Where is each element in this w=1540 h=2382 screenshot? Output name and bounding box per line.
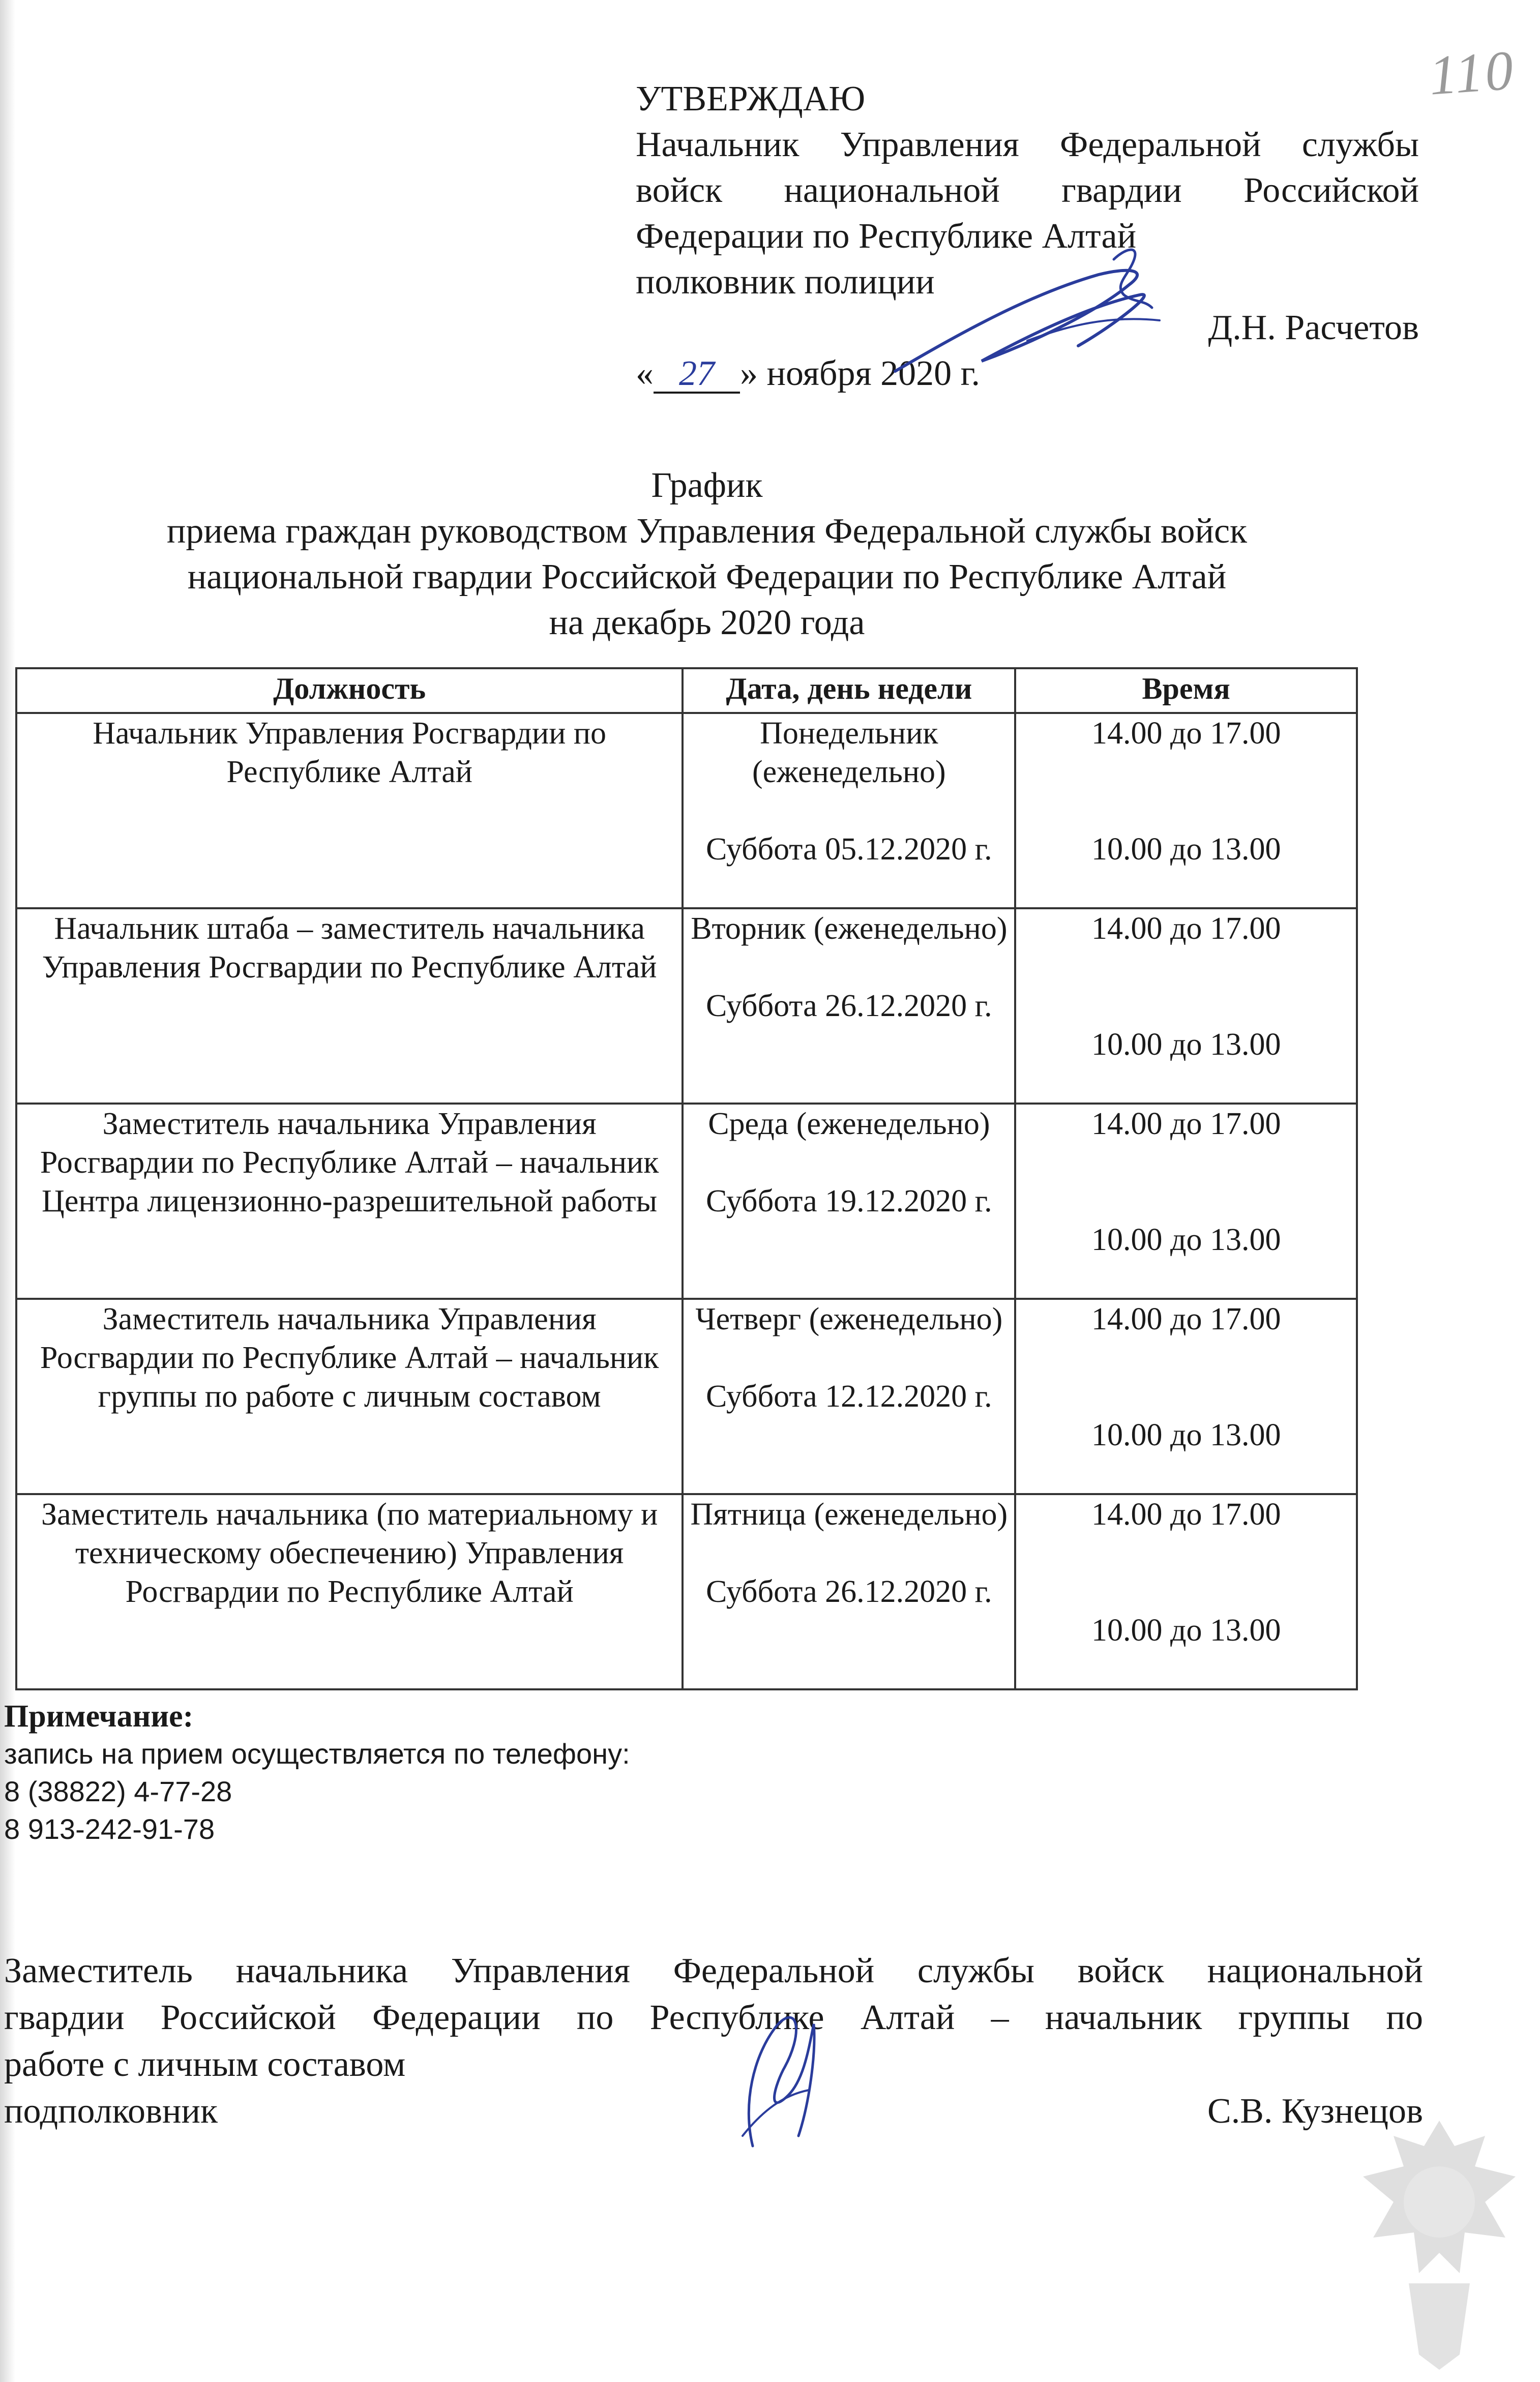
cell-time: [1015, 908, 1357, 1104]
weekly-time: 14.00 до 17.00: [1091, 911, 1281, 946]
page-number: 110: [1427, 39, 1517, 107]
table-header-row: [16, 668, 1357, 713]
approval-signer: Д.Н. Расчетов: [1208, 308, 1419, 347]
title-line3: национальной гвардии Российской Федерации по Республике Алтай: [187, 557, 1227, 597]
saturday-date: Суббота 05.12.2020 г.: [706, 832, 992, 867]
cell-position: Заместитель начальника Управления Росгвардии по Республике Алтай – начальник Центра лицензионно-разрешительной работы: [16, 1104, 683, 1299]
table-row: [16, 713, 1357, 908]
table-row: [16, 1104, 1357, 1299]
cell-time: [1015, 1299, 1357, 1494]
saturday-date: Суббота 26.12.2020 г.: [706, 1574, 992, 1609]
weekly-day: Четверг (еженедельно): [695, 1302, 1003, 1336]
approval-position-line2: войск национальной гвардии Российской: [636, 171, 1419, 210]
table-row: [16, 908, 1357, 1104]
date-open-quote: «: [636, 354, 654, 393]
cell-position: Начальник Управления Росгвардии по Республике Алтай: [16, 713, 683, 908]
saturday-date: Суббота 19.12.2020 г.: [706, 1184, 992, 1218]
reception-schedule-table: [15, 667, 1358, 1690]
cell-date: [683, 1104, 1015, 1299]
table-row: [16, 1299, 1357, 1494]
saturday-time: 10.00 до 13.00: [1091, 832, 1281, 867]
saturday-time: 10.00 до 13.00: [1091, 1223, 1281, 1257]
footer-rank: подполковник: [4, 2092, 218, 2131]
cell-position: Начальник штаба – заместитель начальника Управления Росгвардии по Республике Алтай: [16, 908, 683, 1104]
table-row: [16, 1494, 1357, 1689]
cell-date: [683, 1299, 1015, 1494]
note-text: запись на прием осуществляется по телефону:: [4, 1738, 630, 1770]
title-line2: приема граждан руководством Управления Федеральной службы войск: [166, 512, 1248, 551]
weekly-day: Понедельник (еженедельно): [752, 716, 946, 789]
saturday-time: 10.00 до 13.00: [1091, 1027, 1281, 1062]
cell-time: [1015, 713, 1357, 908]
cell-position: Заместитель начальника (по материальному и техническому обеспечению) Управления Росгвардии по Республике Алтай: [16, 1494, 683, 1689]
weekly-day: Пятница (еженедельно): [690, 1497, 1008, 1532]
cell-time: [1015, 1104, 1357, 1299]
title-line4: на декабрь 2020 года: [549, 603, 865, 642]
header-position: Должность: [16, 668, 683, 713]
weekly-time: 14.00 до 17.00: [1091, 1497, 1281, 1532]
title-line1: График: [651, 466, 763, 505]
date-rest: » ноября 2020 г.: [740, 354, 980, 393]
header-date: Дата, день недели: [683, 668, 1015, 713]
footer-signer: С.В. Кузнецов: [1207, 2092, 1423, 2131]
note-phone-1: 8 (38822) 4-77-28: [4, 1775, 232, 1807]
approval-position-line1: Начальник Управления Федеральной службы: [636, 125, 1419, 164]
approval-heading: УТВЕРЖДАЮ: [636, 79, 866, 118]
saturday-date: Суббота 26.12.2020 г.: [706, 989, 992, 1023]
footer-signature-block: [4, 1948, 1423, 2135]
date-day-handwritten: 27: [654, 356, 740, 394]
header-time: Время: [1015, 668, 1357, 713]
note-block: [4, 1698, 630, 1848]
cell-date: [683, 713, 1015, 908]
cell-date: [683, 1494, 1015, 1689]
weekly-time: 14.00 до 17.00: [1091, 1302, 1281, 1336]
footer-position-line2: гвардии Российской Федерации по Республике Алтай – начальник группы по: [4, 1998, 1423, 2037]
footer-position-line3: работе с личным составом: [4, 2045, 406, 2084]
weekly-day: Среда (еженедельно): [708, 1107, 990, 1141]
footer-signature: [722, 1993, 834, 2156]
footer-rank-row: [4, 2088, 1423, 2135]
cell-position: Заместитель начальника Управления Росгвардии по Республике Алтай – начальник группы по работе с личным составом: [16, 1299, 683, 1494]
saturday-time: 10.00 до 13.00: [1091, 1613, 1281, 1648]
document-title: [0, 463, 1414, 646]
weekly-time: 14.00 до 17.00: [1091, 1107, 1281, 1141]
saturday-date: Суббота 12.12.2020 г.: [706, 1379, 992, 1414]
weekly-day: Вторник (еженедельно): [691, 911, 1008, 946]
saturday-time: 10.00 до 13.00: [1091, 1418, 1281, 1452]
emblem-watermark: [1332, 2100, 1540, 2375]
note-title: Примечание:: [4, 1699, 194, 1734]
approval-rank: полковник полиции: [636, 262, 935, 302]
cell-date: [683, 908, 1015, 1104]
footer-position-line1: Заместитель начальника Управления Федеральной службы войск национальной: [4, 1951, 1423, 1990]
approval-position-line3: Федерации по Республике Алтай: [636, 217, 1137, 256]
weekly-time: 14.00 до 17.00: [1091, 716, 1281, 751]
note-phone-2: 8 913-242-91-78: [4, 1813, 215, 1845]
approver-signature: [875, 239, 1200, 392]
cell-time: [1015, 1494, 1357, 1689]
